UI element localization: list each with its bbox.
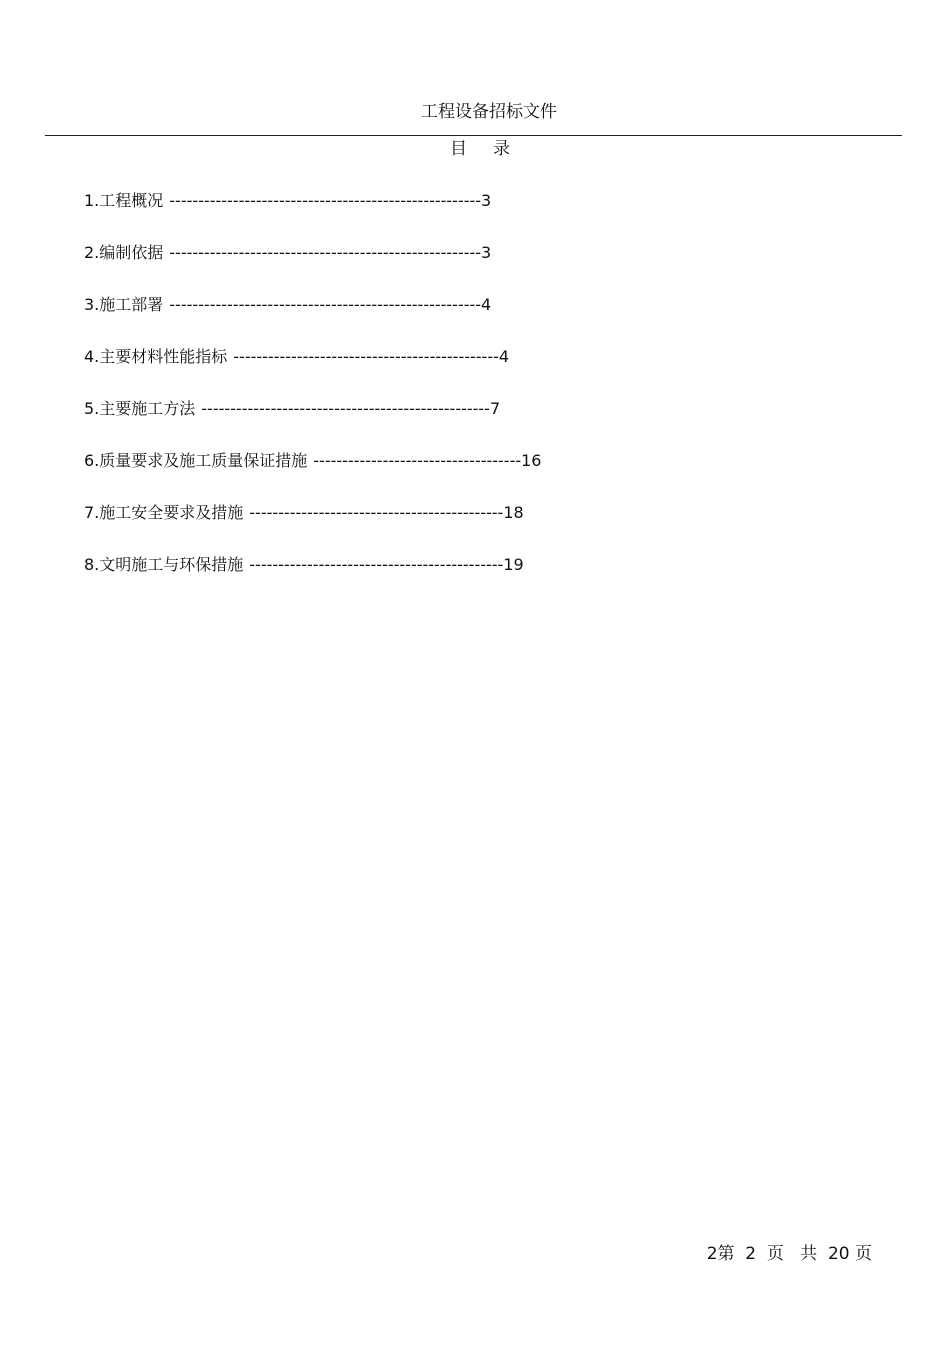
toc-dot-leader: -------------------------------------------- <box>249 503 504 522</box>
toc-dot-leader: -------------------------------------------- <box>249 555 504 574</box>
toc-entry-4 <box>84 346 541 398</box>
toc-page-number: 18 <box>503 503 524 522</box>
toc-entry-label: 3.施工部署 <box>84 295 164 314</box>
toc-dot-leader: ------------------------------------------------------ <box>169 295 482 314</box>
toc-title: 目录 <box>450 139 536 159</box>
toc-entry-label: 5.主要施工方法 <box>84 399 196 418</box>
toc-entry-label: 8.文明施工与环保措施 <box>84 555 244 574</box>
toc-entry-label: 2.编制依据 <box>84 243 164 262</box>
toc-entry-5 <box>84 398 541 450</box>
toc-entry-6 <box>84 450 541 502</box>
toc-entry-7 <box>84 502 541 554</box>
toc-page-number: 3 <box>481 191 492 210</box>
table-of-contents <box>84 190 541 606</box>
document-header: 工程设备招标文件 <box>421 102 557 122</box>
toc-entry-label: 6.质量要求及施工质量保证措施 <box>84 451 308 470</box>
toc-dot-leader: ------------------------------------------------------ <box>169 243 482 262</box>
toc-page-number: 4 <box>481 295 492 314</box>
toc-dot-leader: -------------------------------------------------- <box>201 399 490 418</box>
toc-dot-leader: ------------------------------------------------------ <box>169 191 482 210</box>
toc-page-number: 3 <box>481 243 492 262</box>
toc-page-number: 7 <box>489 399 501 418</box>
toc-page-number: 16 <box>521 451 542 470</box>
toc-dot-leader: ------------------------------------ <box>313 451 522 470</box>
toc-dot-leader: ---------------------------------------------- <box>233 347 499 366</box>
toc-entry-2 <box>84 242 541 294</box>
toc-page-number: 4 <box>498 347 510 366</box>
toc-entry-1 <box>84 190 541 242</box>
page-footer: 2第 2 页 共 20 页 <box>706 1244 872 1264</box>
toc-entry-3 <box>84 294 541 346</box>
toc-entry-label: 1.工程概况 <box>84 191 164 210</box>
toc-entry-label: 4.主要材料性能指标 <box>84 347 228 366</box>
toc-entry-8 <box>84 554 541 606</box>
toc-page-number: 19 <box>503 555 524 574</box>
header-divider <box>45 135 902 136</box>
toc-entry-label: 7.施工安全要求及措施 <box>84 503 244 522</box>
